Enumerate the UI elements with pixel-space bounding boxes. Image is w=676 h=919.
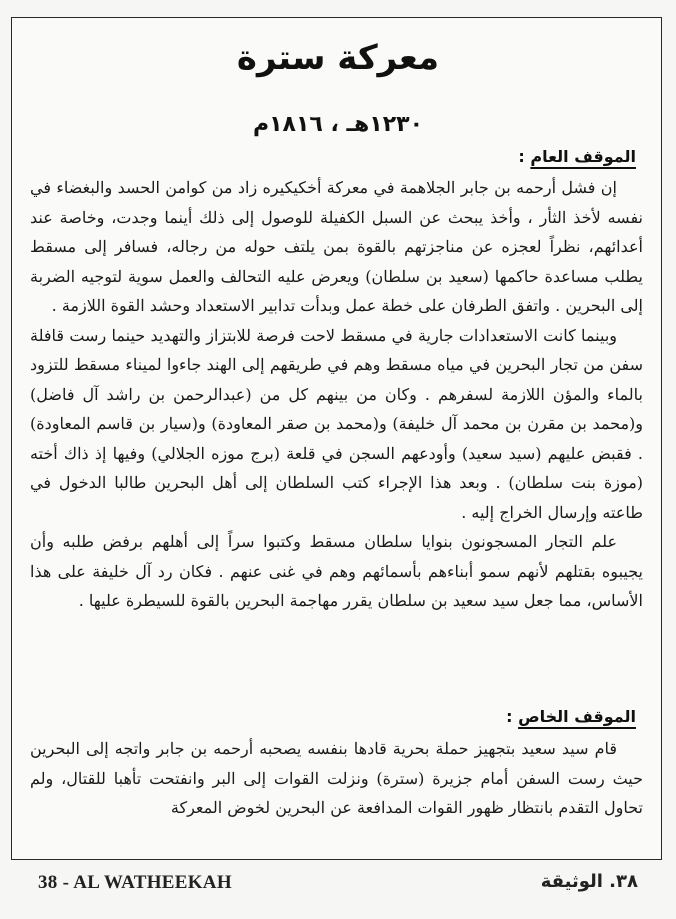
- footer-page-number-latin: 38 - AL WATHEEKAH: [38, 872, 232, 893]
- section-heading-specific-text: الموقف الخاص: [518, 707, 636, 726]
- section-heading-specific-colon: :: [506, 707, 519, 726]
- section-heading-general: [518, 144, 636, 170]
- section-heading-general-colon: :: [518, 147, 531, 166]
- article-date: ١٢٣٠هـ ، ١٨١٦م: [252, 112, 423, 137]
- section-heading-general-text: الموقف العام: [530, 147, 636, 166]
- paragraph: قام سيد سعيد بتجهيز حملة بحرية قادها بنفسه يصحبه أرحمه بن جابر واتجه إلى البحرين حيث رست السفن أمام جزيرة (سترة) ونزلت القوات إلى البر وانفتحت تأهبا للقتال، ولم تحاول التقدم بانتظار ظهور القوات المدافعة عن البحرين لخوض المعركة: [30, 739, 643, 817]
- footer-page-number-arabic: ٣٨. الوثيقة: [540, 871, 638, 892]
- paragraph: إن فشل أرحمه بن جابر الجلاهمة في معركة أخكيكيره زاد من كوامن الحسد والبغضاء في نفسه لأخذ الثأر ، وأخذ يبحث عن السبل الكفيلة للوصول إلى ذلك أينما وجدت، وخاصة عند أعدائهم، نظراً لعجزه عن مناجزتهم بالقوة بمن يلتف حوله من رجاله، فسافر إلى مسقط يطلب مساعدة حاكمها (سعيد بن سلطان) ويعرض عليه التحالف والعمل سوية لتوجيه الضربة إلى البحرين . واتفق الطرفان على خطة عمل وبدأت تدابير الاستعداد وحشد القوة اللازمة .: [30, 178, 644, 315]
- paragraph: وبينما كانت الاستعدادات جارية في مسقط لاحت فرصة للابتزاز والتهديد حينما رست قافلة سفن من تجار البحرين في مياه مسقط وهم في طريقهم إلى الهند جاءوا لميناء مسقط للتزود بالماء والمؤن اللازمة لسفرهم . وكان من بينهم كل من (عبدالرحمن بن راشد آل فاضل) و(محمد بن مقرن بن محمد آل خليفة) و(محمد بن صقر المعاودة) و(سيار بن قاسم المعاودة) . فقبض عليهم (سيد سعيد) وأودعهم السجن في قلعة (برج موزه الجلالي) وفيها إذ ذاك أخته (موزة بنت سلطان) . وبعد هذا الإجراء كتب السلطان إلى أهل البحرين طالبا الدخول في طاعته وإرسال الخراج إليه .: [30, 325, 643, 522]
- article-title: معركة سترة: [236, 38, 440, 78]
- section-heading-specific: [506, 704, 636, 730]
- specific-situation-body: [30, 734, 643, 823]
- general-situation-body: [30, 173, 643, 616]
- paragraph: علم التجار المسجونون بنوايا سلطان مسقط وكتبوا سراً إلى أهلهم برفض طلبه وأن يجيبوه بقتلهم لأنهم سمو أبناءهم بأسمائهم وهم في غنى عنهم . فكان رد آل خليفة على هذا الأساس، مما جعل سيد سعيد بن سلطان يقرر مهاجمة البحرين بالقوة للسيطرة عليها .: [30, 532, 643, 610]
